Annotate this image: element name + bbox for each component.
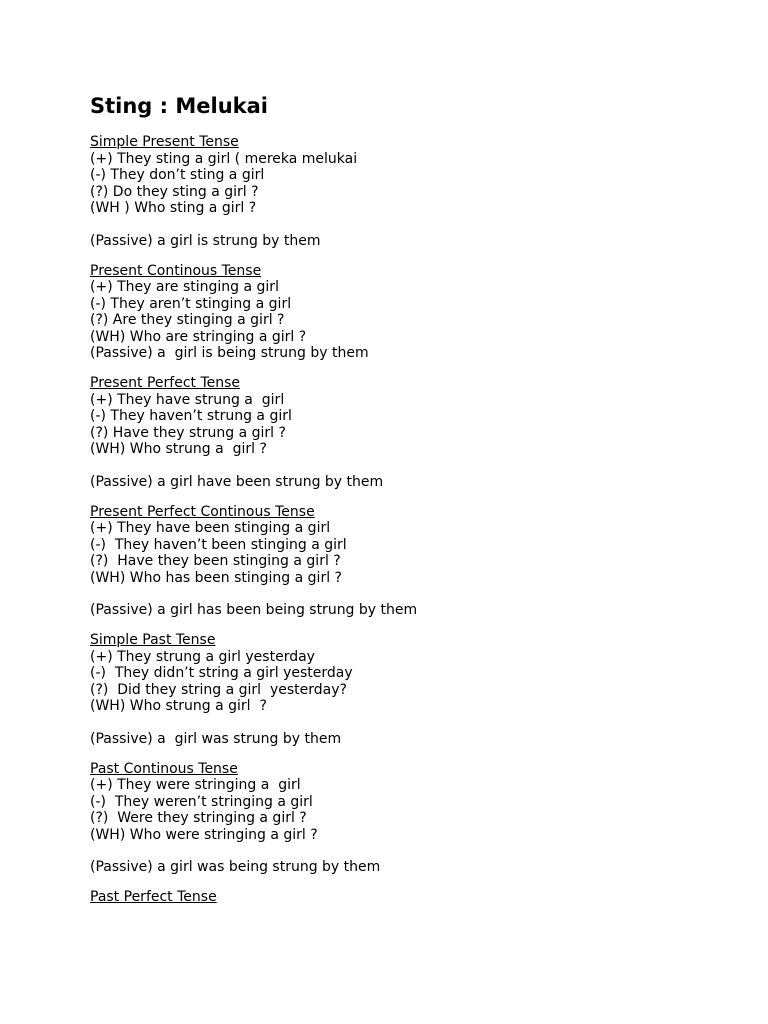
tense-section xyxy=(90,504,730,619)
sentence-line: (?) Do they sting a girl ? xyxy=(90,183,259,200)
blank-line xyxy=(90,586,730,602)
blank-line xyxy=(90,715,730,731)
sentence-line: (?) Have they been stinging a girl ? xyxy=(90,553,341,569)
blank-line xyxy=(90,217,730,233)
section-heading: Present Perfect Tense xyxy=(90,375,241,391)
tense-section xyxy=(90,134,730,249)
tense-section xyxy=(90,889,730,906)
passive-line: (Passive) a girl was strung by them xyxy=(90,730,342,747)
section-heading: Simple Past Tense xyxy=(90,632,216,648)
sentence-line: (?) Are they stinging a girl ? xyxy=(90,312,285,328)
sentence-line: (?) Did they string a girl yesterday? xyxy=(90,681,347,698)
sentence-line: (+) They were stringing a girl xyxy=(90,777,301,793)
sentence-line: (-) They didn’t string a girl yesterday xyxy=(90,665,353,681)
section-heading: Past Continous Tense xyxy=(90,760,238,777)
sentence-line: (WH) Who has been stinging a girl ? xyxy=(90,569,342,586)
sentence-line: (+) They have been stinging a girl xyxy=(90,520,331,536)
sentence-line: (+) They are stinging a girl xyxy=(90,279,279,295)
page-title: Sting : Melukai xyxy=(90,94,268,118)
sentence-line: (?) Have they strung a girl ? xyxy=(90,424,286,441)
sentence-line: (Passive) a girl is being strung by them xyxy=(90,345,369,361)
document-page xyxy=(90,91,730,919)
section-heading: Past Perfect Tense xyxy=(90,889,217,905)
sentence-line: (WH) Who strung a girl ? xyxy=(90,698,267,714)
sentence-line: (-) They haven’t been stinging a girl xyxy=(90,536,347,553)
sentence-line: (+) They sting a girl ( mereka melukai xyxy=(90,150,358,167)
tense-section xyxy=(90,761,730,876)
blank-line xyxy=(90,458,730,474)
tense-section xyxy=(90,263,730,362)
sentence-line: (+) They strung a girl yesterday xyxy=(90,648,315,665)
blank-line xyxy=(90,843,730,859)
sentence-line: (-) They weren’t stringing a girl xyxy=(90,793,313,810)
sentence-line: (-) They aren’t stinging a girl xyxy=(90,295,292,312)
sentence-line: (-) They don’t sting a girl xyxy=(90,167,265,183)
sentence-line: (WH) Who are stringing a girl ? xyxy=(90,328,307,345)
passive-line: (Passive) a girl was being strung by them xyxy=(90,859,381,875)
passive-line: (Passive) a girl have been strung by them xyxy=(90,473,384,490)
section-heading: Present Continous Tense xyxy=(90,262,262,279)
sentence-line: (?) Were they stringing a girl ? xyxy=(90,810,307,826)
sentence-line: (WH) Who strung a girl ? xyxy=(90,441,267,457)
tense-sections xyxy=(90,134,730,906)
section-heading: Present Perfect Continous Tense xyxy=(90,503,315,520)
sentence-line: (+) They have strung a girl xyxy=(90,391,285,408)
sentence-line: (WH ) Who sting a girl ? xyxy=(90,200,257,216)
passive-line: (Passive) a girl is strung by them xyxy=(90,232,321,249)
sentence-line: (-) They haven’t strung a girl xyxy=(90,408,292,424)
tense-section xyxy=(90,375,730,490)
passive-line: (Passive) a girl has been being strung by them xyxy=(90,602,418,618)
sentence-line: (WH) Who were stringing a girl ? xyxy=(90,826,318,843)
section-heading: Simple Present Tense xyxy=(90,134,239,150)
tense-section xyxy=(90,632,730,747)
